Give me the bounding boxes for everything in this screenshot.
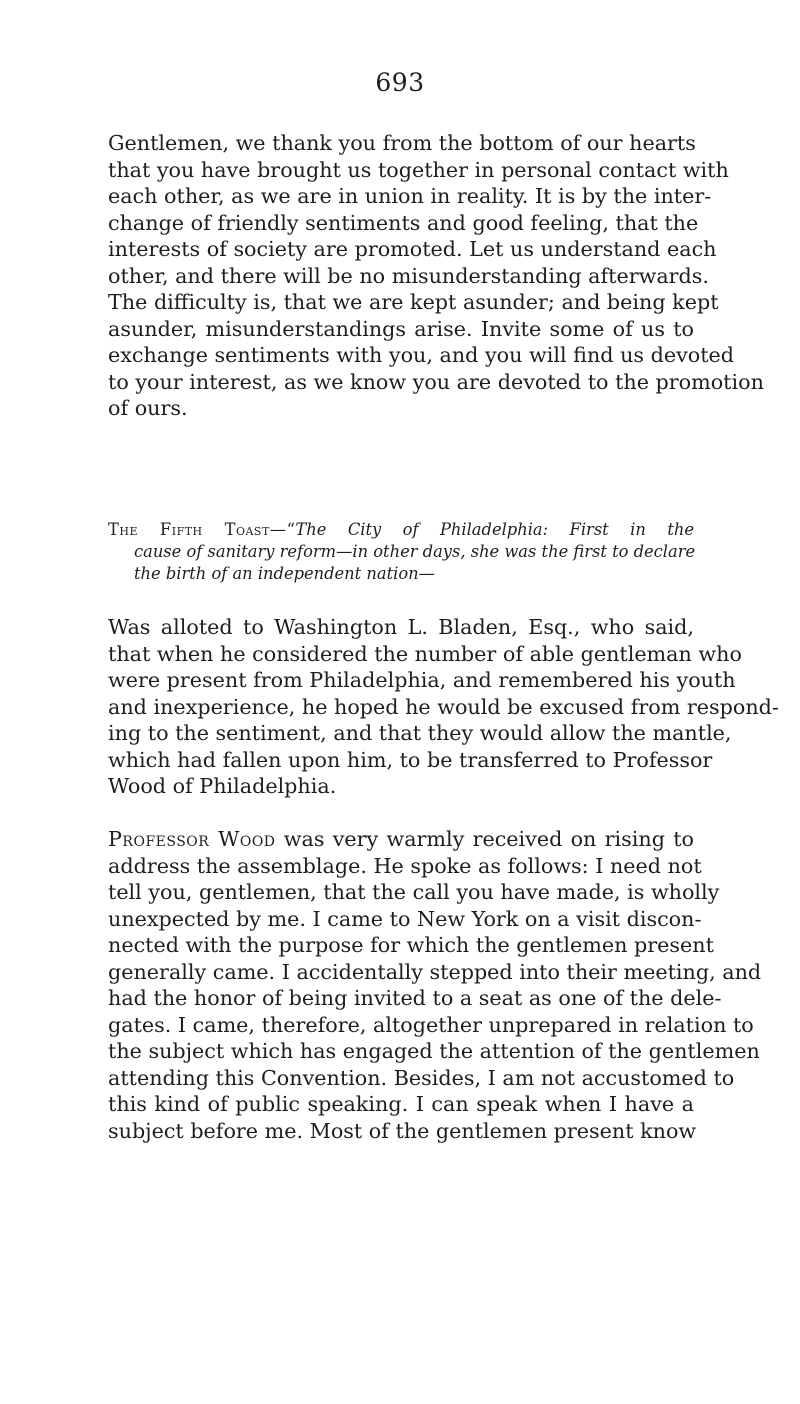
paragraph-professor-wood <box>108 826 762 1144</box>
text-line: each other, as we are in union in reality. It is by the inter- <box>108 184 712 208</box>
toast-line <box>108 519 694 541</box>
speaker-name: Professor Wood <box>108 827 276 851</box>
text-line: that when he considered the number of able gentleman who <box>108 641 742 666</box>
text-line: were present from Philadelphia, and remembered his youth <box>108 668 736 692</box>
toast-sentiment-start: The City of Philadelphia: First in the <box>295 520 694 539</box>
text-line: gates. I came, therefore, altogether unprepared in relation to <box>108 1012 754 1037</box>
text-line <box>108 826 694 853</box>
text-line: address the assemblage. He spoke as follows: I need not <box>108 853 702 878</box>
text-line: this kind of public speaking. I can speak when I have a <box>108 1092 694 1116</box>
text-line: tell you, gentlemen, that the call you have made, is wholly <box>108 880 720 904</box>
text-line: to your interest, as we know you are devoted to the promotion <box>108 369 764 394</box>
text-line: which had fallen upon him, to be transferred to Professor <box>108 747 713 772</box>
text-line: unexpected by me. I came to New York on a visit discon- <box>108 906 702 931</box>
text-line: Gentlemen, we thank you from the bottom of our hearts <box>108 131 696 155</box>
text-line: interests of society are promoted. Let us understand each <box>108 237 717 261</box>
text-line: other, and there will be no misunderstanding afterwards. <box>108 263 709 288</box>
text-segment: was very warmly received on rising to <box>275 827 694 851</box>
toast-line: cause of sanitary reform—in other days, she was the first to declare <box>134 542 696 561</box>
text-line: The difficulty is, that we are kept asunder; and being kept <box>108 290 719 314</box>
text-line: ing to the sentiment, and that they would allow the mantle, <box>108 721 732 745</box>
text-line: asunder, misunderstandings arise. Invite some of us to <box>108 316 694 341</box>
toast-heading: The Fifth Toast—“ <box>108 520 296 539</box>
text-line: and inexperience, he hoped he would be excused from respond- <box>108 694 779 719</box>
text-line: subject before me. Most of the gentlemen present know <box>108 1118 697 1143</box>
text-line: the subject which has engaged the attention of the gentlemen <box>108 1039 760 1063</box>
text-line: had the honor of being invited to a seat as one of the dele- <box>108 986 722 1010</box>
text-line: nected with the purpose for which the gentlemen present <box>108 933 714 957</box>
text-line: Wood of Philadelphia. <box>108 774 337 798</box>
text-line: that you have brought us together in personal contact with <box>108 157 729 182</box>
paragraph-bladen <box>108 614 779 800</box>
page-number: 693 <box>375 68 425 97</box>
text-line: attending this Convention. Besides, I am not accustomed to <box>108 1065 735 1090</box>
text-line: Was alloted to Washington L. Bladen, Esq., who said, <box>108 615 694 639</box>
paragraph-gentlemen-thanks <box>108 130 764 422</box>
text-line: change of friendly sentiments and good feeling, that the <box>108 210 699 235</box>
text-line: of ours. <box>108 396 188 420</box>
text-line: exchange sentiments with you, and you will find us devoted <box>108 343 735 367</box>
toast-line: the birth of an independent nation— <box>134 564 435 583</box>
fifth-toast-paragraph <box>108 519 694 585</box>
text-line: generally came. I accidentally stepped into their meeting, and <box>108 959 762 984</box>
